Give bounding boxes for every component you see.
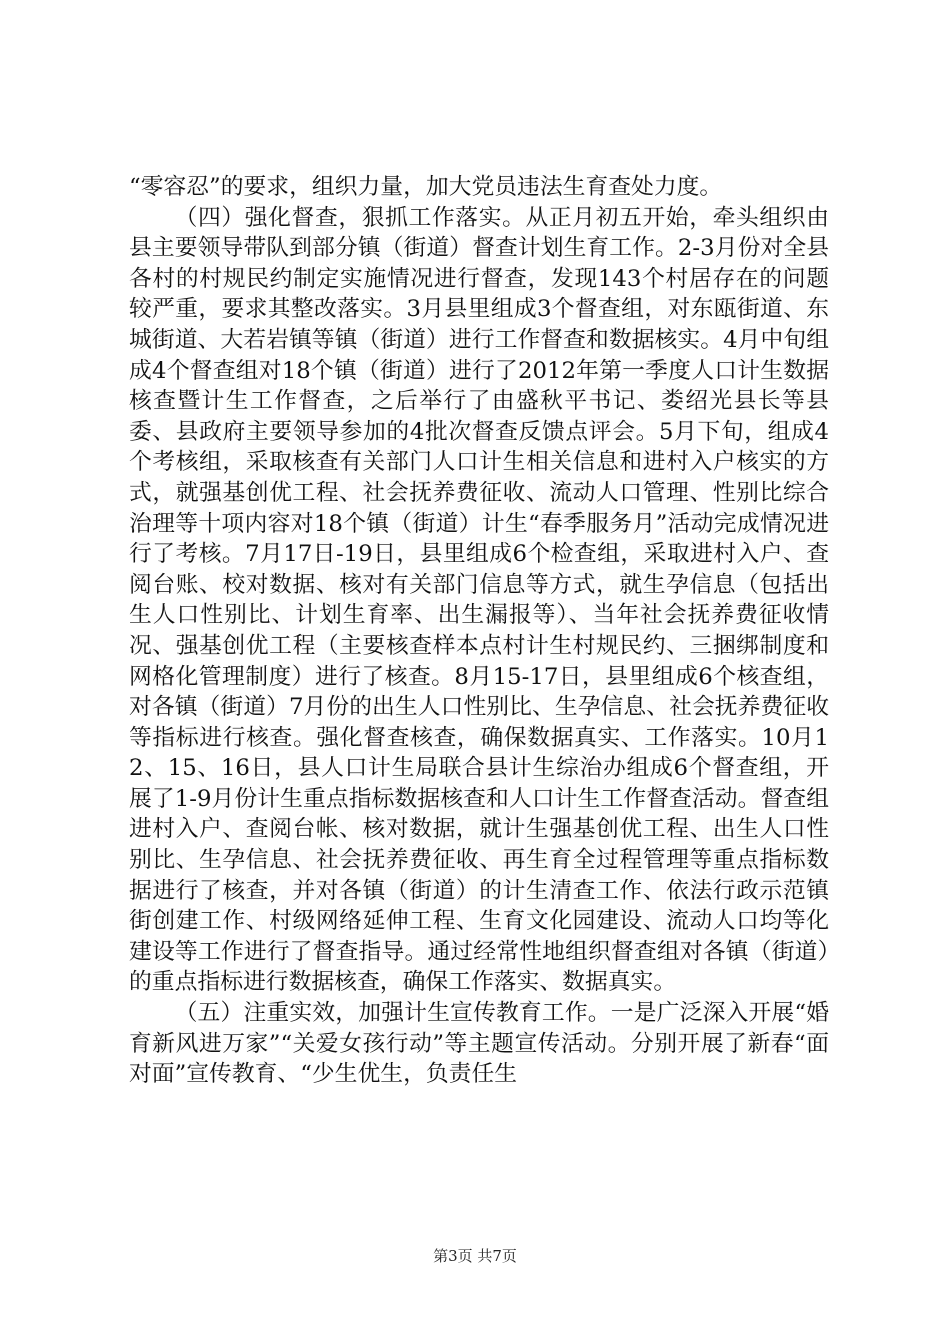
document-body: [129, 172, 829, 1090]
paragraph-continuation: “零容忍”的要求，组织力量，加大党员违法生育查处力度。: [129, 174, 723, 200]
paragraph-section-five: （五）注重实效，加强计生宣传教育工作。一是广泛深入开展“婚育新风进万家”“关爱女孩行动”等主题宣传活动。分别开展了新春“面对面”宣传教育、“少生优生，负责任生: [129, 1000, 829, 1088]
page-number-footer: 第3页 共7页: [433, 1247, 517, 1265]
paragraph-section-four: （四）强化督查，狠抓工作落实。从正月初五开始，牵头组织由县主要领导带队到部分镇（街道）督查计划生育工作。2-3月份对全县各村的村规民约制定实施情况进行督查，发现143个村居存在的问题较严重，要求其整改落实。3月县里组成3个督查组，对东瓯街道、东城街道、大若岩镇等镇（街道）进行工作督查和数据核实。4月中旬组成4个督查组对18个镇（街道）进行了2012年第一季度人口计生数据核查暨计生工作督查，之后举行了由盛秋平书记、娄绍光县长等县委、县政府主要领导参加的4批次督查反馈点评会。5月下旬，组成4个考核组，采取核查有关部门人口计生相关信息和进村入户核实的方式，就强基创优工程、社会抚养费征收、流动人口管理、性别比综合治理等十项内容对18个镇（街道）计生“春季服务月”活动完成情况进行了考核。7月17日-19日，县里组成6个检查组，采取进村入户、查阅台账、校对数据、核对有关部门信息等方式，就生孕信息（包括出生人口性别比、计划生育率、出生漏报等）、当年社会抚养费征收情况、强基创优工程（主要核查样本点村计生村规民约、三捆绑制度和网格化管理制度）进行了核查。8月15-17日，县里组成6个核查组，对各镇（街道）7月份的出生人口性别比、生孕信息、社会抚养费征收等指标进行核查。强化督查核查，确保数据真实、工作落实。10月12、15、16日，县人口计生局联合县计生综治办组成6个督查组，开展了1-9月份计生重点指标数据核查和人口计生工作督查活动。督查组进村入户、查阅台帐、核对数据，就计生强基创优工程、出生人口性别比、生孕信息、社会抚养费征收、再生育全过程管理等重点指标数据进行了核查，并对各镇（街道）的计生清查工作、依法行政示范镇街创建工作、村级网络延伸工程、生育文化园建设、流动人口均等化建设等工作进行了督查指导。通过经常性地组织督查组对各镇（街道）的重点指标进行数据核查，确保工作落实、数据真实。: [129, 204, 829, 996]
